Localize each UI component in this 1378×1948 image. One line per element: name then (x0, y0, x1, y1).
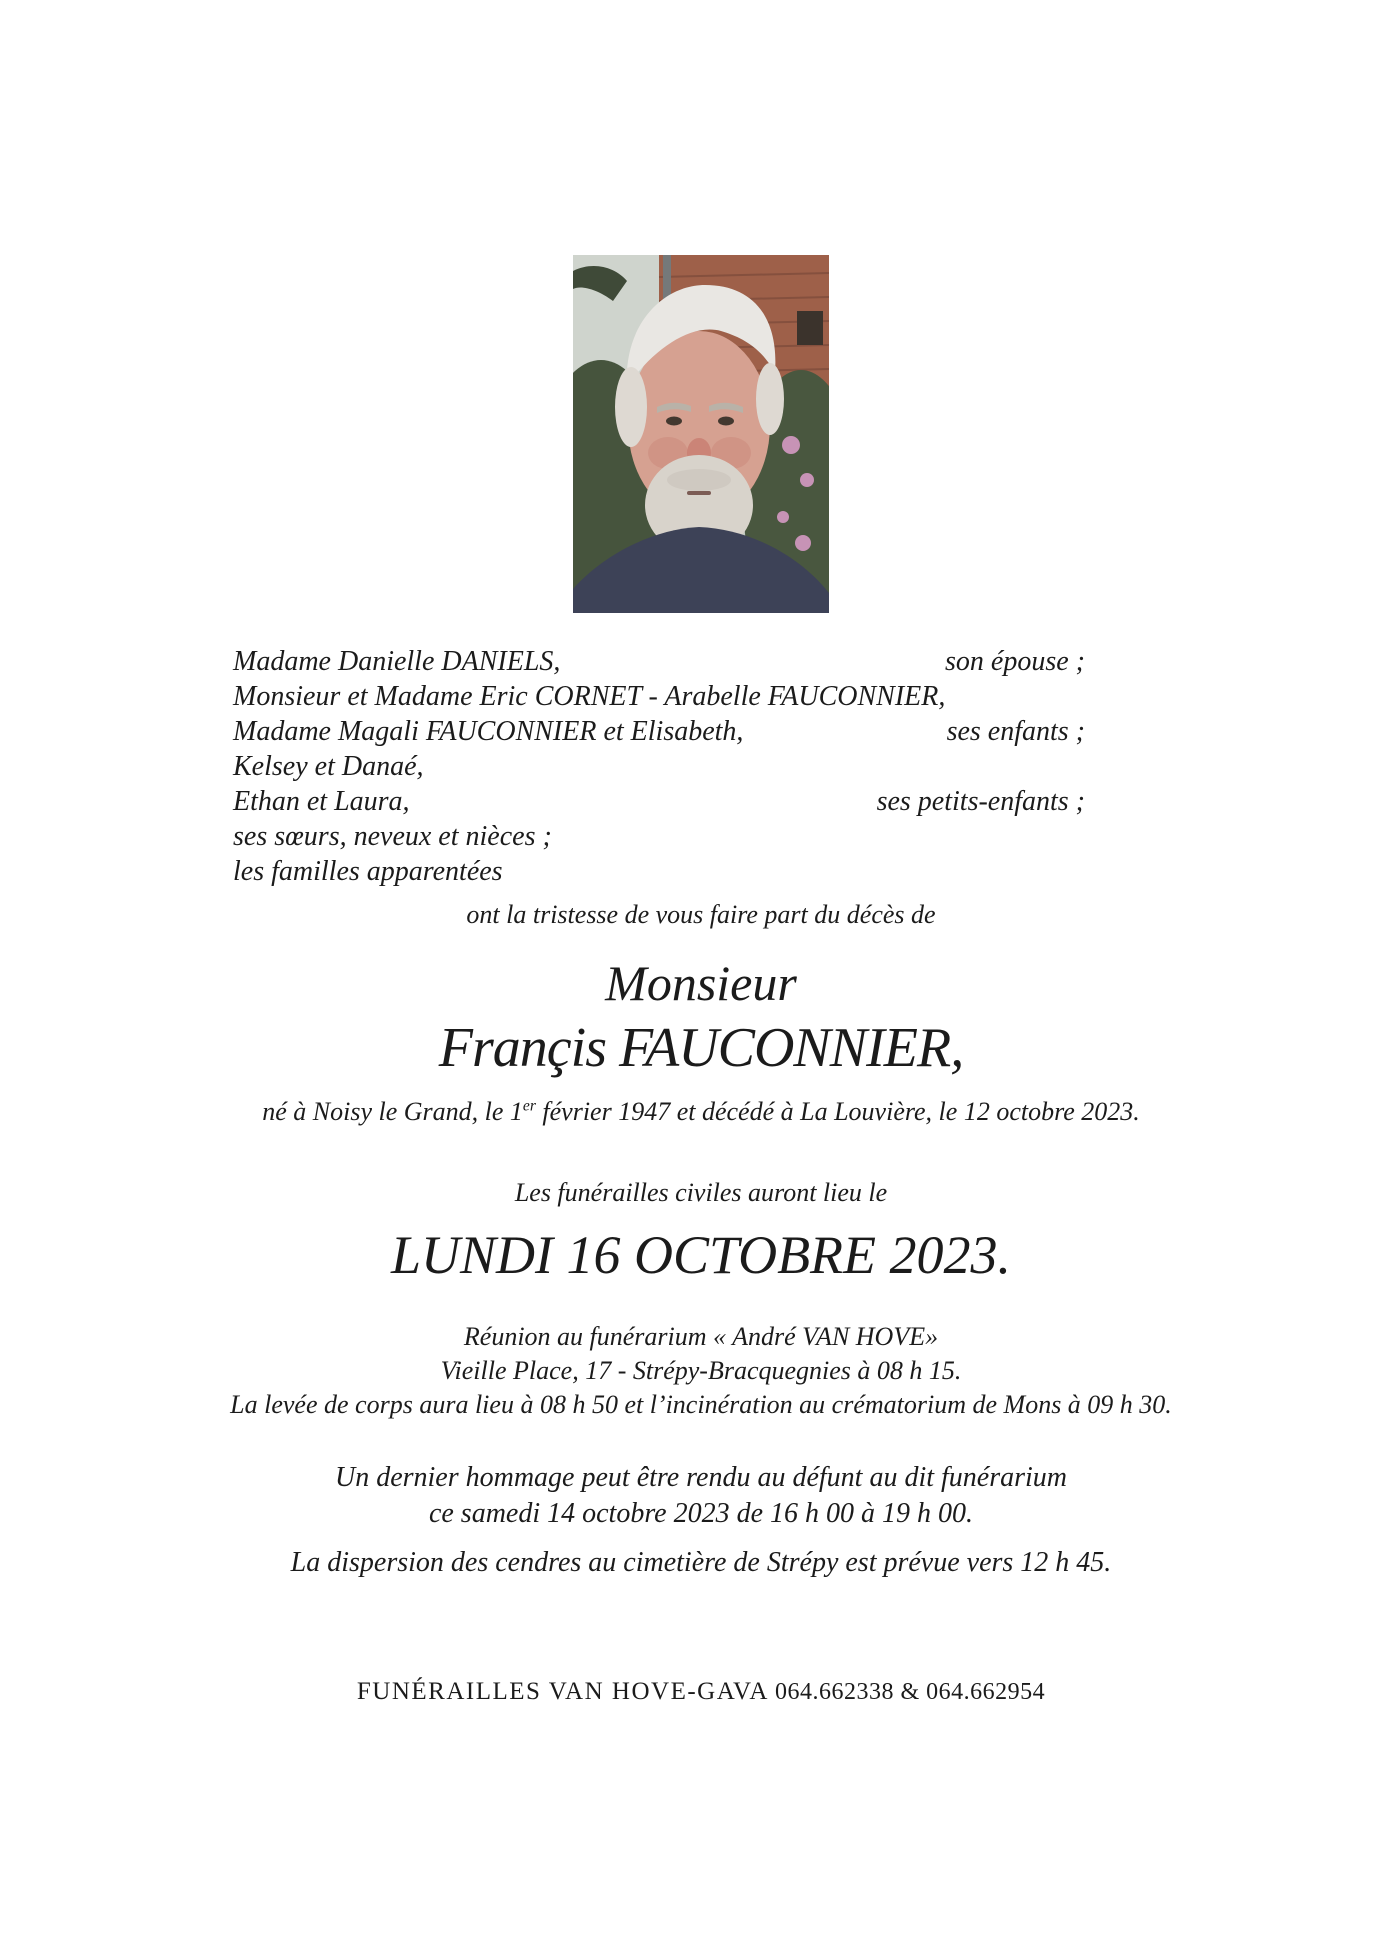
funeral-date: LUNDI 16 OCTOBRE 2023. (390, 1225, 1012, 1285)
family-name: les familles apparentées (233, 856, 503, 887)
funeral-details (12, 1320, 1378, 1422)
funeral-home-name: FUNÉRAILLES VAN HOVE-GAVA (356, 1678, 769, 1705)
ordinal-superscript: er (522, 1097, 536, 1115)
family-name: Kelsey et Danaé, (233, 751, 424, 782)
civility-title: Monsieur (605, 955, 797, 1011)
family-relation: ses enfants ; (946, 716, 1085, 747)
family-row (233, 854, 1085, 889)
family-row (233, 644, 1085, 679)
family-name: Madame Danielle DANIELS, (233, 646, 561, 677)
funeral-detail-line: Vieille Place, 17 - Strépy-Bracquegnies à 08 h 15. (440, 1356, 962, 1385)
family-name: Monsieur et Madame Eric CORNET - Arabelle FAUCONNIER, (233, 681, 946, 712)
portrait-illustration (573, 255, 829, 613)
family-row (233, 749, 1085, 784)
funeral-detail-line: Réunion au funérarium « André VAN HOVE» (463, 1322, 939, 1351)
deceased-photo (573, 255, 829, 613)
funeral-detail-line: La levée de corps aura lieu à 08 h 50 et l’incinération au crématorium de Mons à 09 h 30. (230, 1390, 1172, 1419)
family-row (233, 819, 1085, 854)
birth-death-line (12, 1097, 1378, 1127)
family-relation: son épouse ; (945, 646, 1085, 677)
family-list (233, 644, 1085, 889)
announcement-intro: ont la tristesse de vous faire part du décès de (466, 900, 936, 929)
family-relation: ses petits-enfants ; (876, 786, 1085, 817)
family-name: Madame Magali FAUCONNIER et Elisabeth, (233, 716, 744, 747)
family-row (233, 679, 1085, 714)
funeral-lead: Les funérailles civiles auront lieu le (514, 1178, 888, 1207)
family-row (233, 714, 1085, 749)
tribute-line: ce samedi 14 octobre 2023 de 16 h 00 à 19 h 00. (428, 1498, 974, 1529)
family-name: ses sœurs, neveux et nièces ; (233, 821, 552, 852)
tribute-line: Un dernier hommage peut être rendu au défunt au dit funérarium (334, 1462, 1068, 1493)
birth-death-post: février 1947 et décédé à La Louvière, le 12 octobre 2023. (535, 1097, 1140, 1126)
tribute-paragraph (12, 1460, 1378, 1532)
family-row (233, 784, 1085, 819)
funeral-home-phones: 064.662338 & 064.662954 (774, 1679, 1046, 1705)
birth-death-pre: né à Noisy le Grand, le 1 (262, 1097, 523, 1126)
funeral-home-footer (12, 1678, 1378, 1706)
deceased-name: Françis FAUCONNIER, (438, 1017, 964, 1079)
family-name: Ethan et Laura, (233, 786, 410, 817)
dispersion-line: La dispersion des cendres au cimetière de Strépy est prévue vers 12 h 45. (290, 1547, 1112, 1578)
